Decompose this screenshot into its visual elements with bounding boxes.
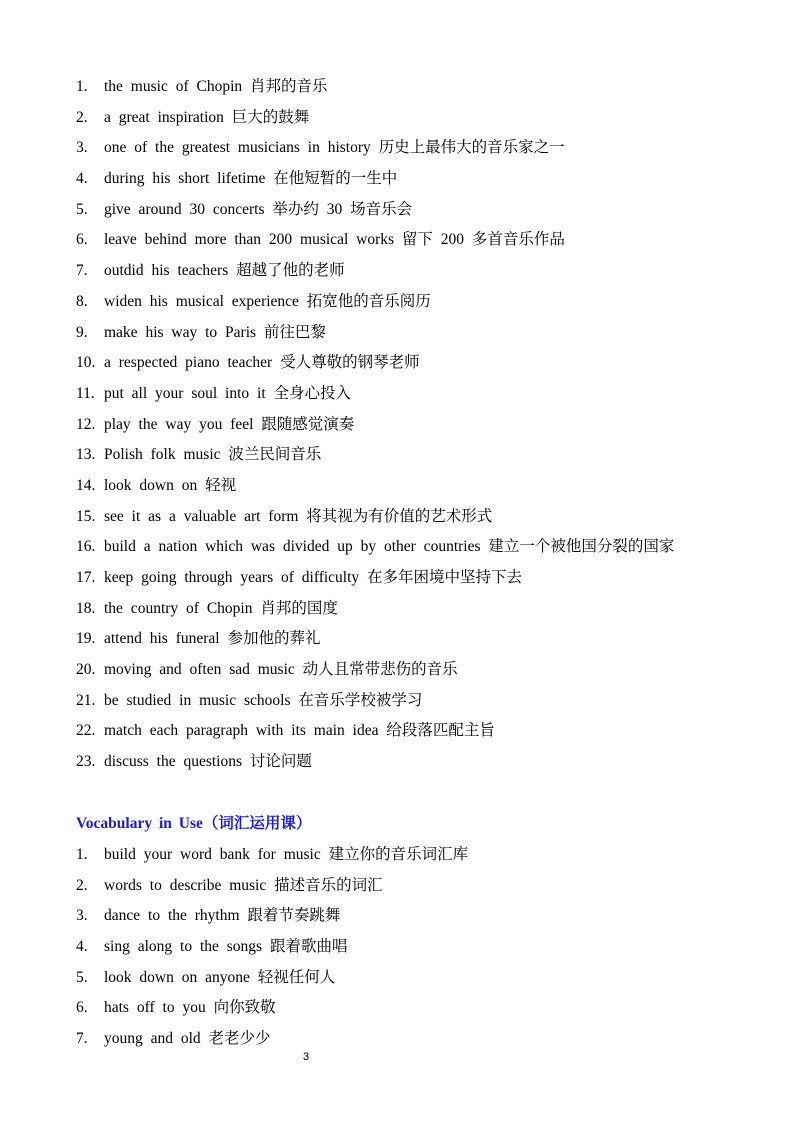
list-item — [0, 443, 800, 474]
item-number: 7. — [76, 1030, 88, 1048]
item-number: 13. — [76, 446, 96, 464]
item-number: 23. — [76, 753, 96, 771]
section-heading: Vocabulary in Use（词汇运用课） — [76, 815, 312, 832]
item-text: one of the greatest musicians in history 历史上最伟大的音乐家之一 — [104, 139, 565, 157]
item-number: 11. — [76, 384, 95, 402]
item-number: 12. — [76, 415, 96, 433]
item-text: look down on 轻视 — [104, 476, 237, 494]
item-number: 9. — [76, 323, 88, 341]
list-item — [0, 935, 800, 966]
item-number: 17. — [76, 569, 96, 586]
item-text: widen his musical experience 拓宽他的音乐阅历 — [104, 292, 431, 310]
item-number: 6. — [76, 231, 88, 249]
item-number: 1. — [76, 846, 88, 863]
list-item — [0, 505, 800, 536]
item-text: leave behind more than 200 musical works 留下 200 多首音乐作品 — [104, 231, 565, 249]
list-item — [0, 627, 800, 658]
item-text: a respected piano teacher 受人尊敬的钢琴老师 — [104, 354, 420, 372]
item-number: 4. — [76, 938, 88, 956]
list-item — [0, 413, 800, 444]
item-number: 18. — [76, 599, 96, 617]
list-item — [0, 351, 800, 382]
list-item — [0, 535, 800, 566]
item-text: give around 30 concerts 举办约 30 场音乐会 — [104, 200, 413, 218]
item-text: see it as a valuable art form 将其视为有价值的艺术形式 — [104, 507, 493, 525]
list-item — [0, 167, 800, 198]
list-item — [0, 321, 800, 352]
item-text: words to describe music 描述音乐的词汇 — [104, 876, 383, 894]
item-text: discuss the questions 讨论问题 — [104, 753, 312, 771]
item-text: moving and often sad music 动人且常带悲伤的音乐 — [104, 661, 458, 679]
list-item — [0, 597, 800, 628]
list-item — [0, 228, 800, 259]
item-number: 20. — [76, 661, 96, 679]
item-number: 5. — [76, 968, 88, 986]
item-text: dance to the rhythm 跟着节奏跳舞 — [104, 907, 341, 925]
item-text: be studied in music schools 在音乐学校被学习 — [104, 691, 423, 709]
list-item — [0, 658, 800, 689]
item-number: 16. — [76, 538, 96, 556]
vocabulary-list — [0, 843, 800, 1058]
item-number: 15. — [76, 507, 96, 525]
item-text: look down on anyone 轻视任何人 — [104, 968, 336, 986]
list-item — [0, 750, 800, 781]
item-number: 5. — [76, 200, 88, 218]
item-text: put all your soul into it 全身心投入 — [104, 384, 352, 402]
item-number: 10. — [76, 354, 96, 372]
list-item — [0, 382, 800, 413]
item-number: 21. — [76, 691, 96, 709]
item-number: 2. — [76, 108, 88, 126]
item-number: 14. — [76, 476, 96, 494]
item-text: keep going through years of difficulty 在多年困境中坚持下去 — [104, 569, 523, 586]
list-item — [0, 106, 800, 137]
item-number: 19. — [76, 630, 96, 648]
item-text: play the way you feel 跟随感觉演奏 — [104, 415, 355, 433]
list-item — [0, 689, 800, 720]
item-text: the music of Chopin 肖邦的音乐 — [104, 78, 328, 95]
list-item — [0, 198, 800, 229]
page-number: 3 — [302, 1051, 310, 1063]
item-text: attend his funeral 参加他的葬礼 — [104, 630, 321, 648]
list-item — [0, 843, 800, 874]
item-number: 3. — [76, 907, 88, 925]
item-text: sing along to the songs 跟着歌曲唱 — [104, 938, 348, 956]
item-text: build a nation which was divided up by other countries 建立一个被他国分裂的国家 — [104, 538, 675, 556]
item-text: the country of Chopin 肖邦的国度 — [104, 599, 338, 617]
item-number: 3. — [76, 139, 88, 157]
item-text: make his way to Paris 前往巴黎 — [104, 323, 326, 341]
item-number: 2. — [76, 876, 88, 894]
list-item — [0, 566, 800, 597]
list-item — [0, 719, 800, 750]
item-number: 7. — [76, 262, 88, 280]
item-text: build your word bank for music 建立你的音乐词汇库 — [104, 846, 469, 863]
list-item — [0, 904, 800, 935]
item-number: 6. — [76, 999, 88, 1017]
item-number: 4. — [76, 170, 88, 188]
item-text: match each paragraph with its main idea 给段落匹配主旨 — [104, 722, 495, 740]
list-item — [0, 136, 800, 167]
item-text: Polish folk music 波兰民间音乐 — [104, 446, 322, 464]
list-item — [0, 75, 800, 106]
list-item — [0, 874, 800, 905]
list-item — [0, 996, 800, 1027]
item-text: hats off to you 向你致敬 — [104, 999, 276, 1017]
item-number: 22. — [76, 722, 96, 740]
list-item — [0, 290, 800, 321]
list-item — [0, 259, 800, 290]
item-number: 8. — [76, 292, 88, 310]
item-text: a great inspiration 巨大的鼓舞 — [104, 108, 310, 126]
list-item — [0, 966, 800, 997]
item-number: 1. — [76, 78, 88, 95]
phrase-list — [0, 75, 800, 781]
item-text: young and old 老老少少 — [104, 1030, 271, 1048]
item-text: outdid his teachers 超越了他的老师 — [104, 262, 345, 280]
list-item — [0, 474, 800, 505]
item-text: during his short lifetime 在他短暂的一生中 — [104, 170, 398, 188]
